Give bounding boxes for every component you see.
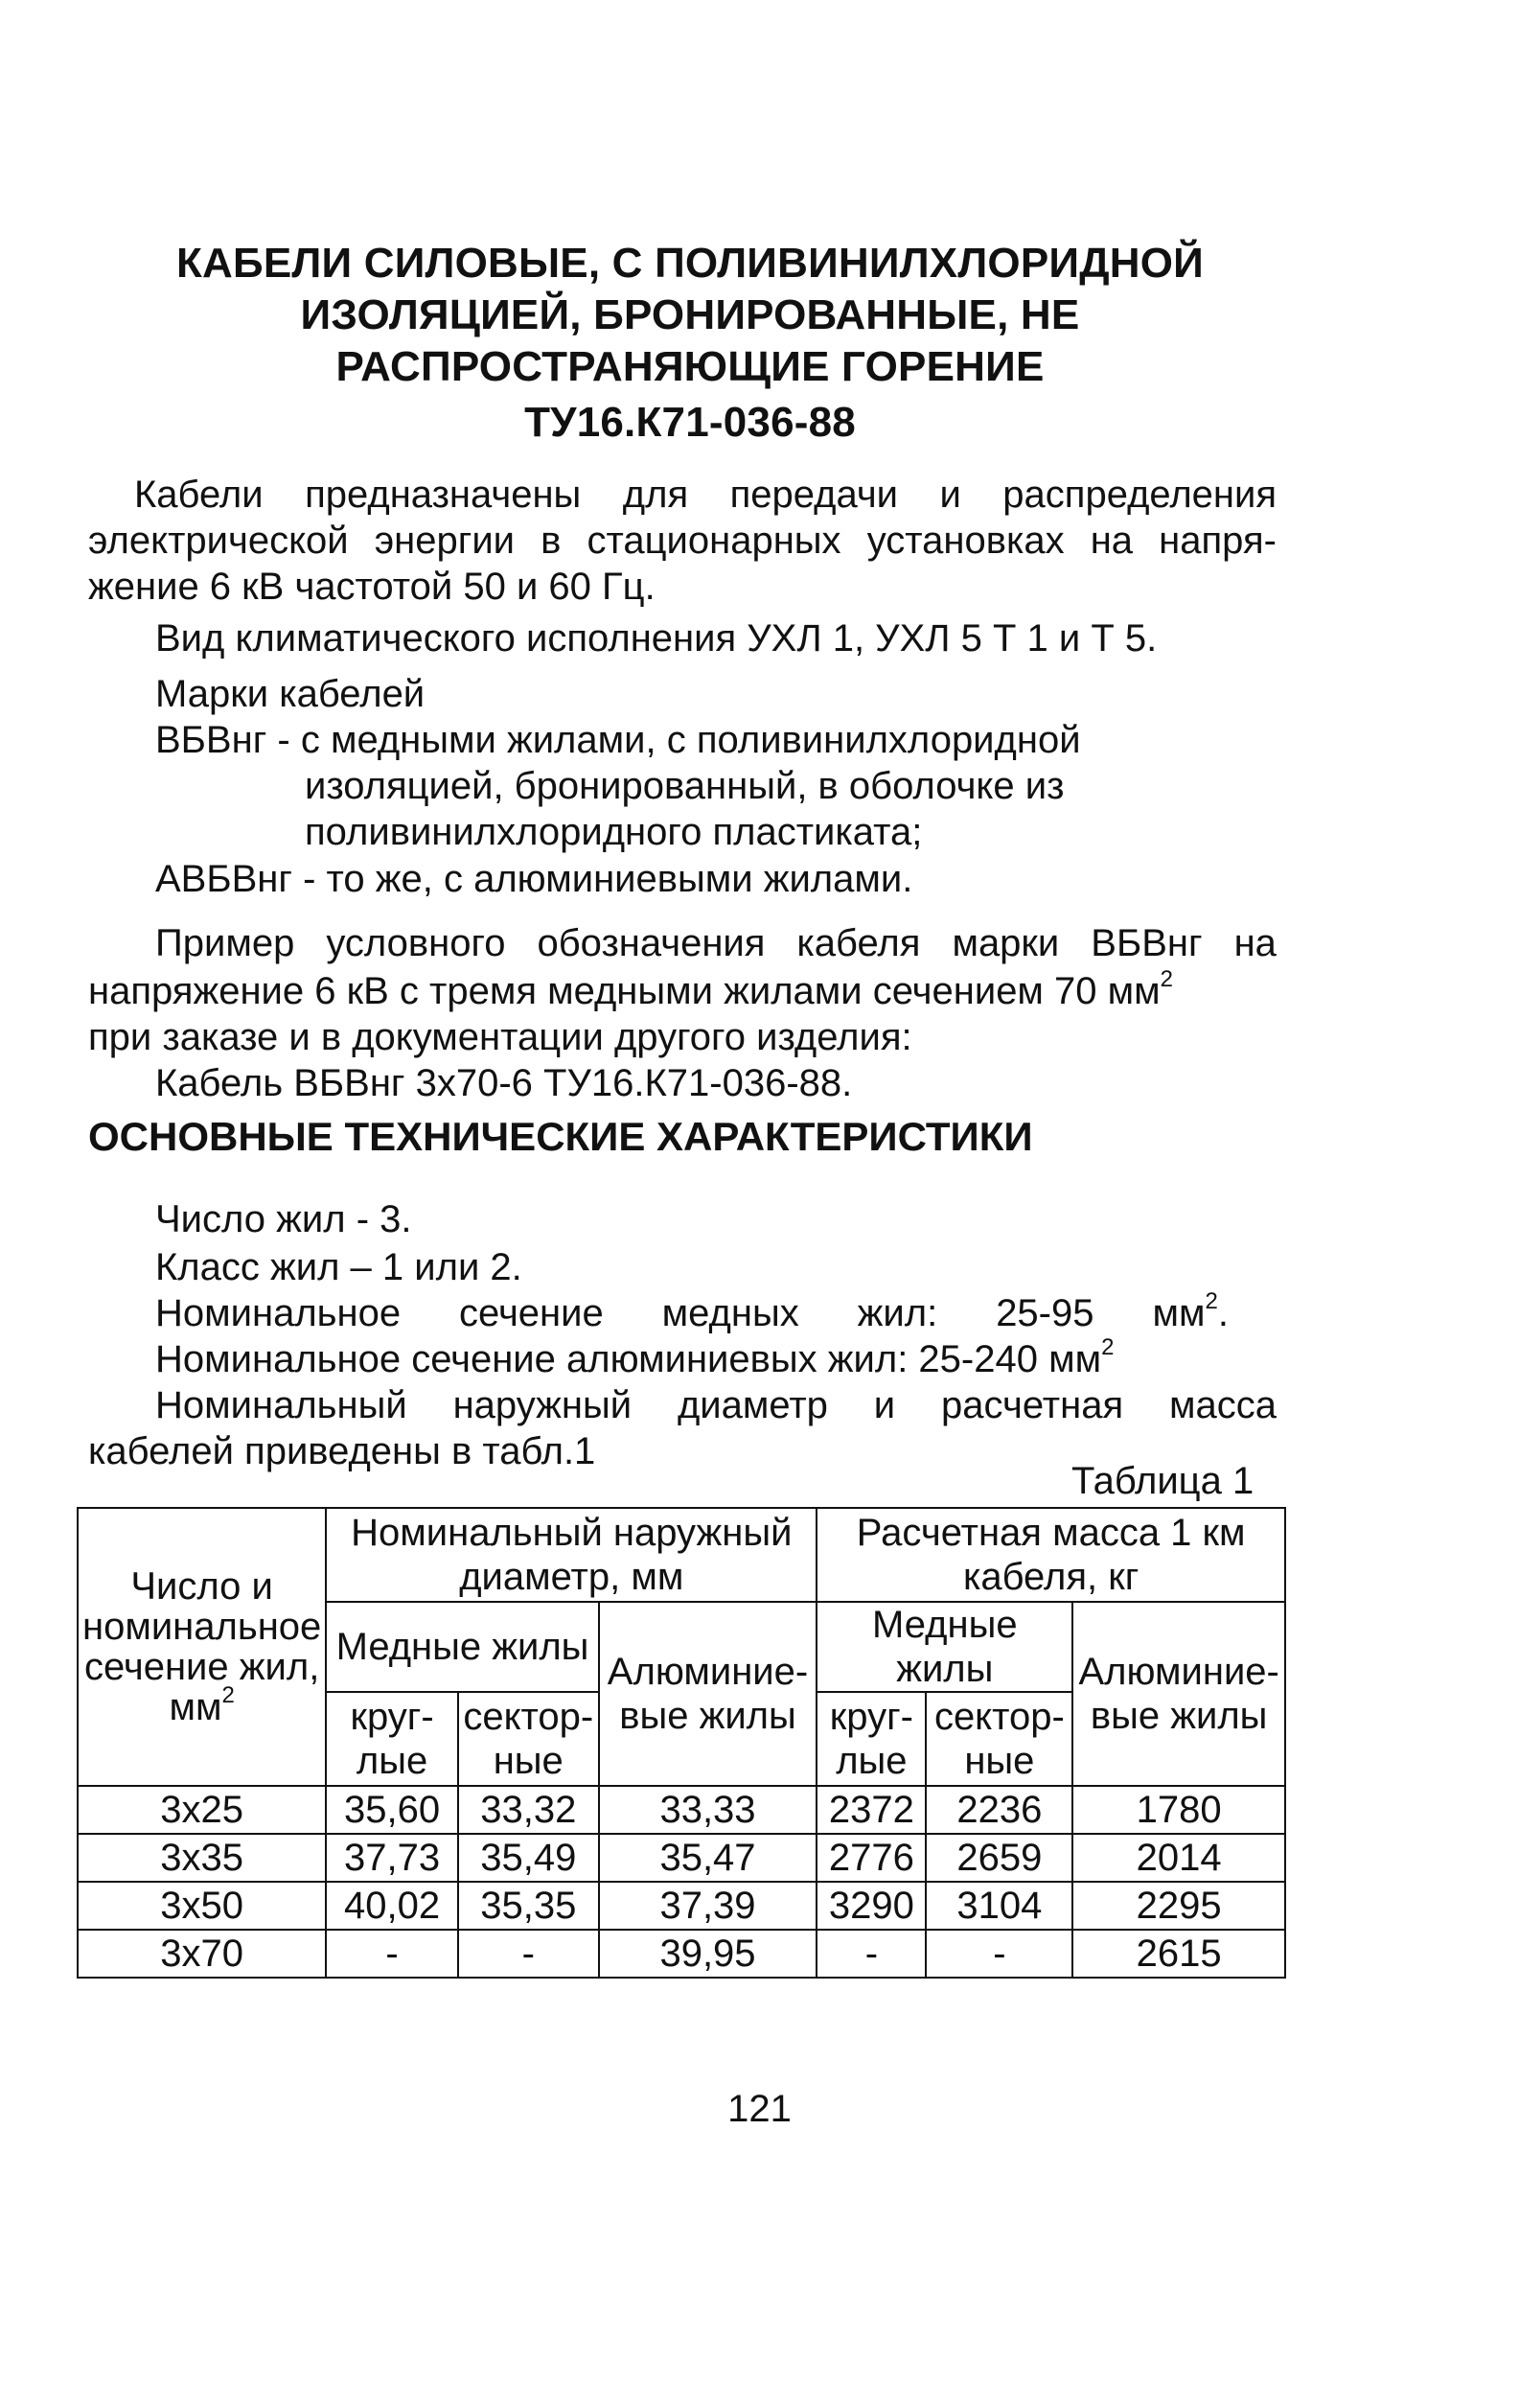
core-class: Класс жил – 1 или 2. xyxy=(155,1246,522,1288)
diameter-line-1: Номинальный наружный диаметр и расчетная масса xyxy=(155,1384,1277,1426)
header-diameter: Номинальный наружный диаметр, мм xyxy=(326,1508,817,1602)
intro-line-2: электрической энергии в стационарных установках на напря- xyxy=(88,520,1277,562)
intro-line-3: жение 6 кВ частотой 50 и 60 Гц. xyxy=(88,566,656,608)
example-line-2: напряжение 6 кВ с тремя медными жилами сечением 70 $мм^2$ xyxy=(88,966,1174,1012)
table-row: 3х70 - - 39,95 - - 2615 xyxy=(78,1930,1285,1978)
header-mass-aluminum: Алюминие-вые жилы xyxy=(1072,1602,1285,1786)
table-row: 3х50 40,02 35,35 37,39 3290 3104 2295 xyxy=(78,1882,1285,1930)
header-mass-round: круг-лые xyxy=(817,1692,926,1786)
header-mass: Расчетная масса 1 км кабеля, кг xyxy=(817,1508,1285,1602)
copper-section: Номинальное сечение медных жил: 25-95 $мм^2$. xyxy=(155,1288,1229,1334)
brands-label: Марки кабелей xyxy=(155,673,426,715)
header-diameter-round: круг-лые xyxy=(326,1692,458,1786)
intro-line-1: Кабели предназначены для передачи и распределения xyxy=(134,474,1277,516)
title-line-2: ИЗОЛЯЦИЕЙ, БРОНИРОВАННЫЕ, НЕ xyxy=(300,291,1080,338)
avbbng-text: АВБВнг - то же, с алюминиевыми жилами. xyxy=(155,858,913,900)
aluminum-section: Номинальное сечение алюминиевых жил: 25-240 $мм^2$ xyxy=(155,1334,1115,1380)
example-line-3: при заказе и в документации другого изделия: xyxy=(88,1016,912,1058)
page-number: 121 xyxy=(727,2088,792,2130)
header-mass-copper: Медные жилы xyxy=(817,1602,1072,1692)
vvbng-line-1: ВБВнг - с медными жилами, с поливинилхлоридной xyxy=(155,719,1081,761)
vvbng-line-2: изоляцией, бронированный, в оболочке из xyxy=(305,765,1065,807)
header-diameter-aluminum: Алюминие-вые жилы xyxy=(599,1602,817,1786)
header-diameter-copper: Медные жилы xyxy=(326,1602,598,1692)
title-line-3: РАСПРОСТРАНЯЮЩИЕ ГОРЕНИЕ xyxy=(335,343,1045,390)
example-designation: Кабель ВБВнг 3х70-6 ТУ16.К71-036-88. xyxy=(155,1062,853,1104)
specs-heading: ОСНОВНЫЕ ТЕХНИЧЕСКИЕ ХАРАКТЕРИСТИКИ xyxy=(88,1114,1033,1159)
standard-code: ТУ16.К71-036-88 xyxy=(524,399,856,446)
vvbng-line-3: поливинилхлоридного пластиката; xyxy=(305,811,923,853)
title-line-1: КАБЕЛИ СИЛОВЫЕ, С ПОЛИВИНИЛХЛОРИДНОЙ xyxy=(176,240,1204,287)
table-caption: Таблица 1 xyxy=(1071,1460,1254,1502)
header-mass-sector: сектор-ные xyxy=(926,1692,1072,1786)
climate-text: Вид климатического исполнения УХЛ 1, УХЛ 5 Т 1 и Т 5. xyxy=(155,617,1158,660)
header-diameter-sector: сектор-ные xyxy=(458,1692,599,1786)
cable-spec-table xyxy=(77,1507,1286,1979)
example-line-1: Пример условного обозначения кабеля марки ВБВнг на xyxy=(155,922,1277,964)
cores-count: Число жил - 3. xyxy=(155,1198,412,1240)
diameter-line-2: кабелей приведены в табл.1 xyxy=(88,1430,596,1472)
header-cores-section: Число и номинальное сечение жил, $мм^2$ xyxy=(78,1508,326,1786)
table-row: 3х25 35,60 33,32 33,33 2372 2236 1780 xyxy=(78,1786,1285,1834)
table-row: 3х35 37,73 35,49 35,47 2776 2659 2014 xyxy=(78,1834,1285,1882)
